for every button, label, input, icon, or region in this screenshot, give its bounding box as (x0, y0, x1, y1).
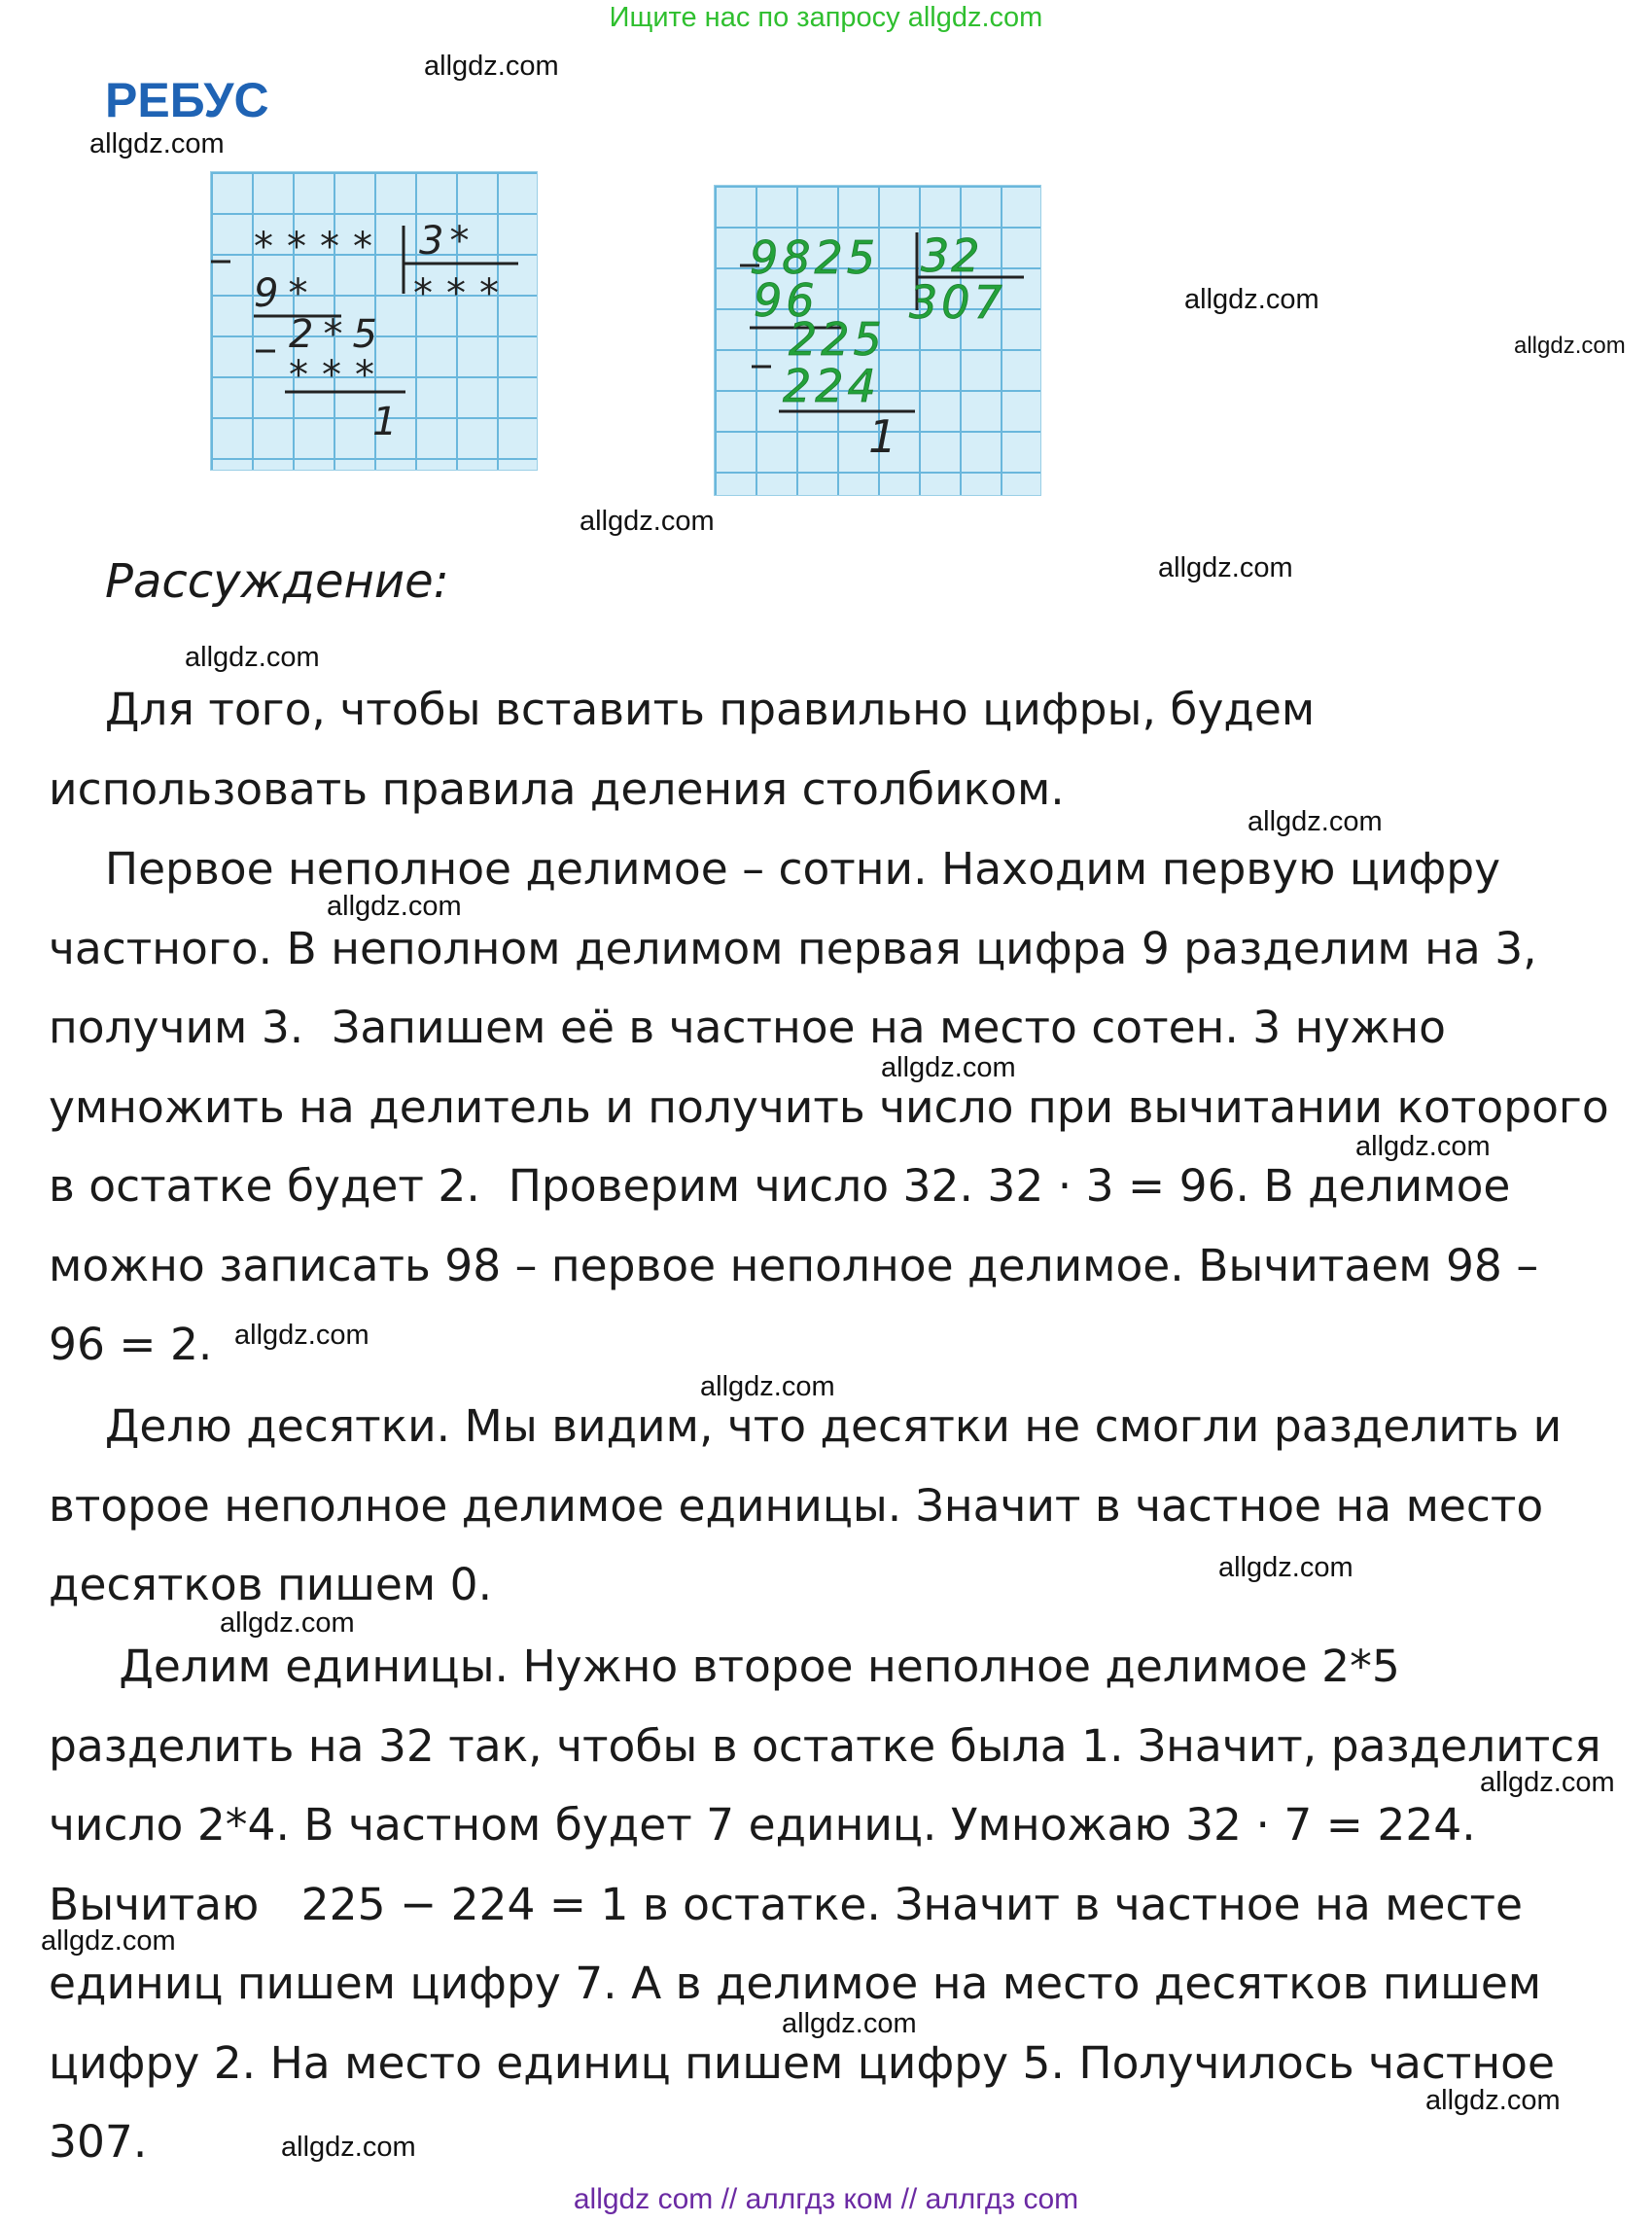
text-line: получим 3. Запишем её в частное на место сотен. 3 нужно (49, 1002, 1446, 1053)
first-product: 96 (754, 274, 819, 327)
remainder: 1 (868, 410, 897, 463)
watermark: allgdz.com (234, 1320, 369, 1351)
reasoning-heading: Рассуждение: (105, 554, 449, 609)
watermark: allgdz.com (1425, 2085, 1561, 2116)
watermark: allgdz.com (1248, 806, 1383, 837)
watermark: allgdz.com (327, 891, 462, 922)
page-title: РЕБУС (105, 73, 269, 127)
watermark: allgdz.com (700, 1371, 835, 1402)
watermark: allgdz.com (1218, 1552, 1353, 1583)
text-line: Вычитаю 225 − 224 = 1 в остатке. Значит в частное на месте (49, 1878, 1524, 1930)
dividend: 9825 (750, 231, 880, 284)
solution-division (715, 186, 1040, 495)
divisor: 3* (419, 219, 475, 264)
text-line: можно записать 98 – первое неполное делимое. Вычитаем 98 – (49, 1239, 1539, 1291)
text-line: единиц пишем цифру 7. А в делимое на место десятков пишем (49, 1958, 1542, 2009)
text-line: Делим единицы. Нужно второе неполное делимое 2*5 (49, 1641, 1400, 1692)
text-line: второе неполное делимое единицы. Значит в частное на место (49, 1479, 1544, 1532)
partial-dividend: 225 (789, 313, 886, 366)
watermark: allgdz.com (1184, 284, 1319, 315)
remainder: 1 (372, 400, 398, 444)
second-product: *** (289, 353, 388, 398)
text-line: Для того, чтобы вставить правильно цифры, будем (49, 684, 1316, 735)
second-product: 224 (783, 360, 880, 412)
puzzle-grid (210, 171, 538, 471)
watermark: allgdz.com (1480, 1767, 1615, 1798)
paragraph-1 (49, 670, 1643, 829)
watermark: allgdz.com (281, 2132, 416, 2163)
paragraph-4 (49, 1627, 1643, 2182)
watermark: allgdz.com (1158, 552, 1293, 583)
watermark: allgdz.com (782, 2008, 917, 2039)
watermark: allgdz.com (1514, 333, 1626, 359)
quotient: *** (413, 271, 512, 316)
quotient: 307 (909, 276, 1006, 329)
watermark: allgdz.com (1355, 1131, 1491, 1162)
text-line: число 2*4. В частном будет 7 единиц. Умножаю 32 · 7 = 224. (49, 1799, 1476, 1851)
paragraph-3 (49, 1387, 1643, 1625)
divisor: 32 (921, 229, 982, 282)
text-line: в остатке будет 2. Проверим число 32. 32 · 3 = 96. В делимое (49, 1160, 1511, 1212)
text-line: использовать правила деления столбиком. (49, 762, 1065, 815)
watermark: allgdz.com (89, 128, 225, 159)
first-product: 9* (254, 271, 318, 316)
text-line: Первое неполное делимое – сотни. Находим первую цифру (49, 843, 1501, 895)
top-banner: Ищите нас по запросу allgdz.com (609, 2, 1043, 33)
text-line: 96 = 2. (49, 1319, 213, 1370)
text-line: цифру 2. На место единиц пишем цифру 5. Получилось частное (49, 2036, 1555, 2089)
puzzle-division (211, 172, 537, 470)
text-line: десятков пишем 0. (49, 1559, 493, 1610)
watermark: allgdz.com (185, 642, 320, 673)
dividend: **** (254, 225, 386, 269)
watermark: allgdz.com (220, 1607, 355, 1639)
text-line: 307. (49, 2116, 148, 2168)
watermark: allgdz.com (424, 51, 559, 82)
watermark: allgdz.com (580, 506, 715, 537)
watermark: allgdz.com (41, 1925, 176, 1957)
text-line: частного. В неполном делимом первая цифра 9 разделим на 3, (49, 922, 1537, 974)
text-line: Делю десятки. Мы видим, что десятки не смогли разделить и (49, 1400, 1563, 1452)
watermark: allgdz.com (881, 1052, 1016, 1083)
footer-links: allgdz com // аллгдз ком // аллгдз com (573, 2183, 1079, 2215)
text-line: умножить на делитель и получить число при вычитании которого (49, 1080, 1609, 1133)
paragraph-2 (49, 829, 1643, 1385)
text-line: разделить на 32 так, чтобы в остатке была 1. Значит, разделится (49, 1719, 1601, 1772)
partial-dividend: 2*5 (289, 312, 387, 357)
solution-grid (714, 185, 1041, 496)
